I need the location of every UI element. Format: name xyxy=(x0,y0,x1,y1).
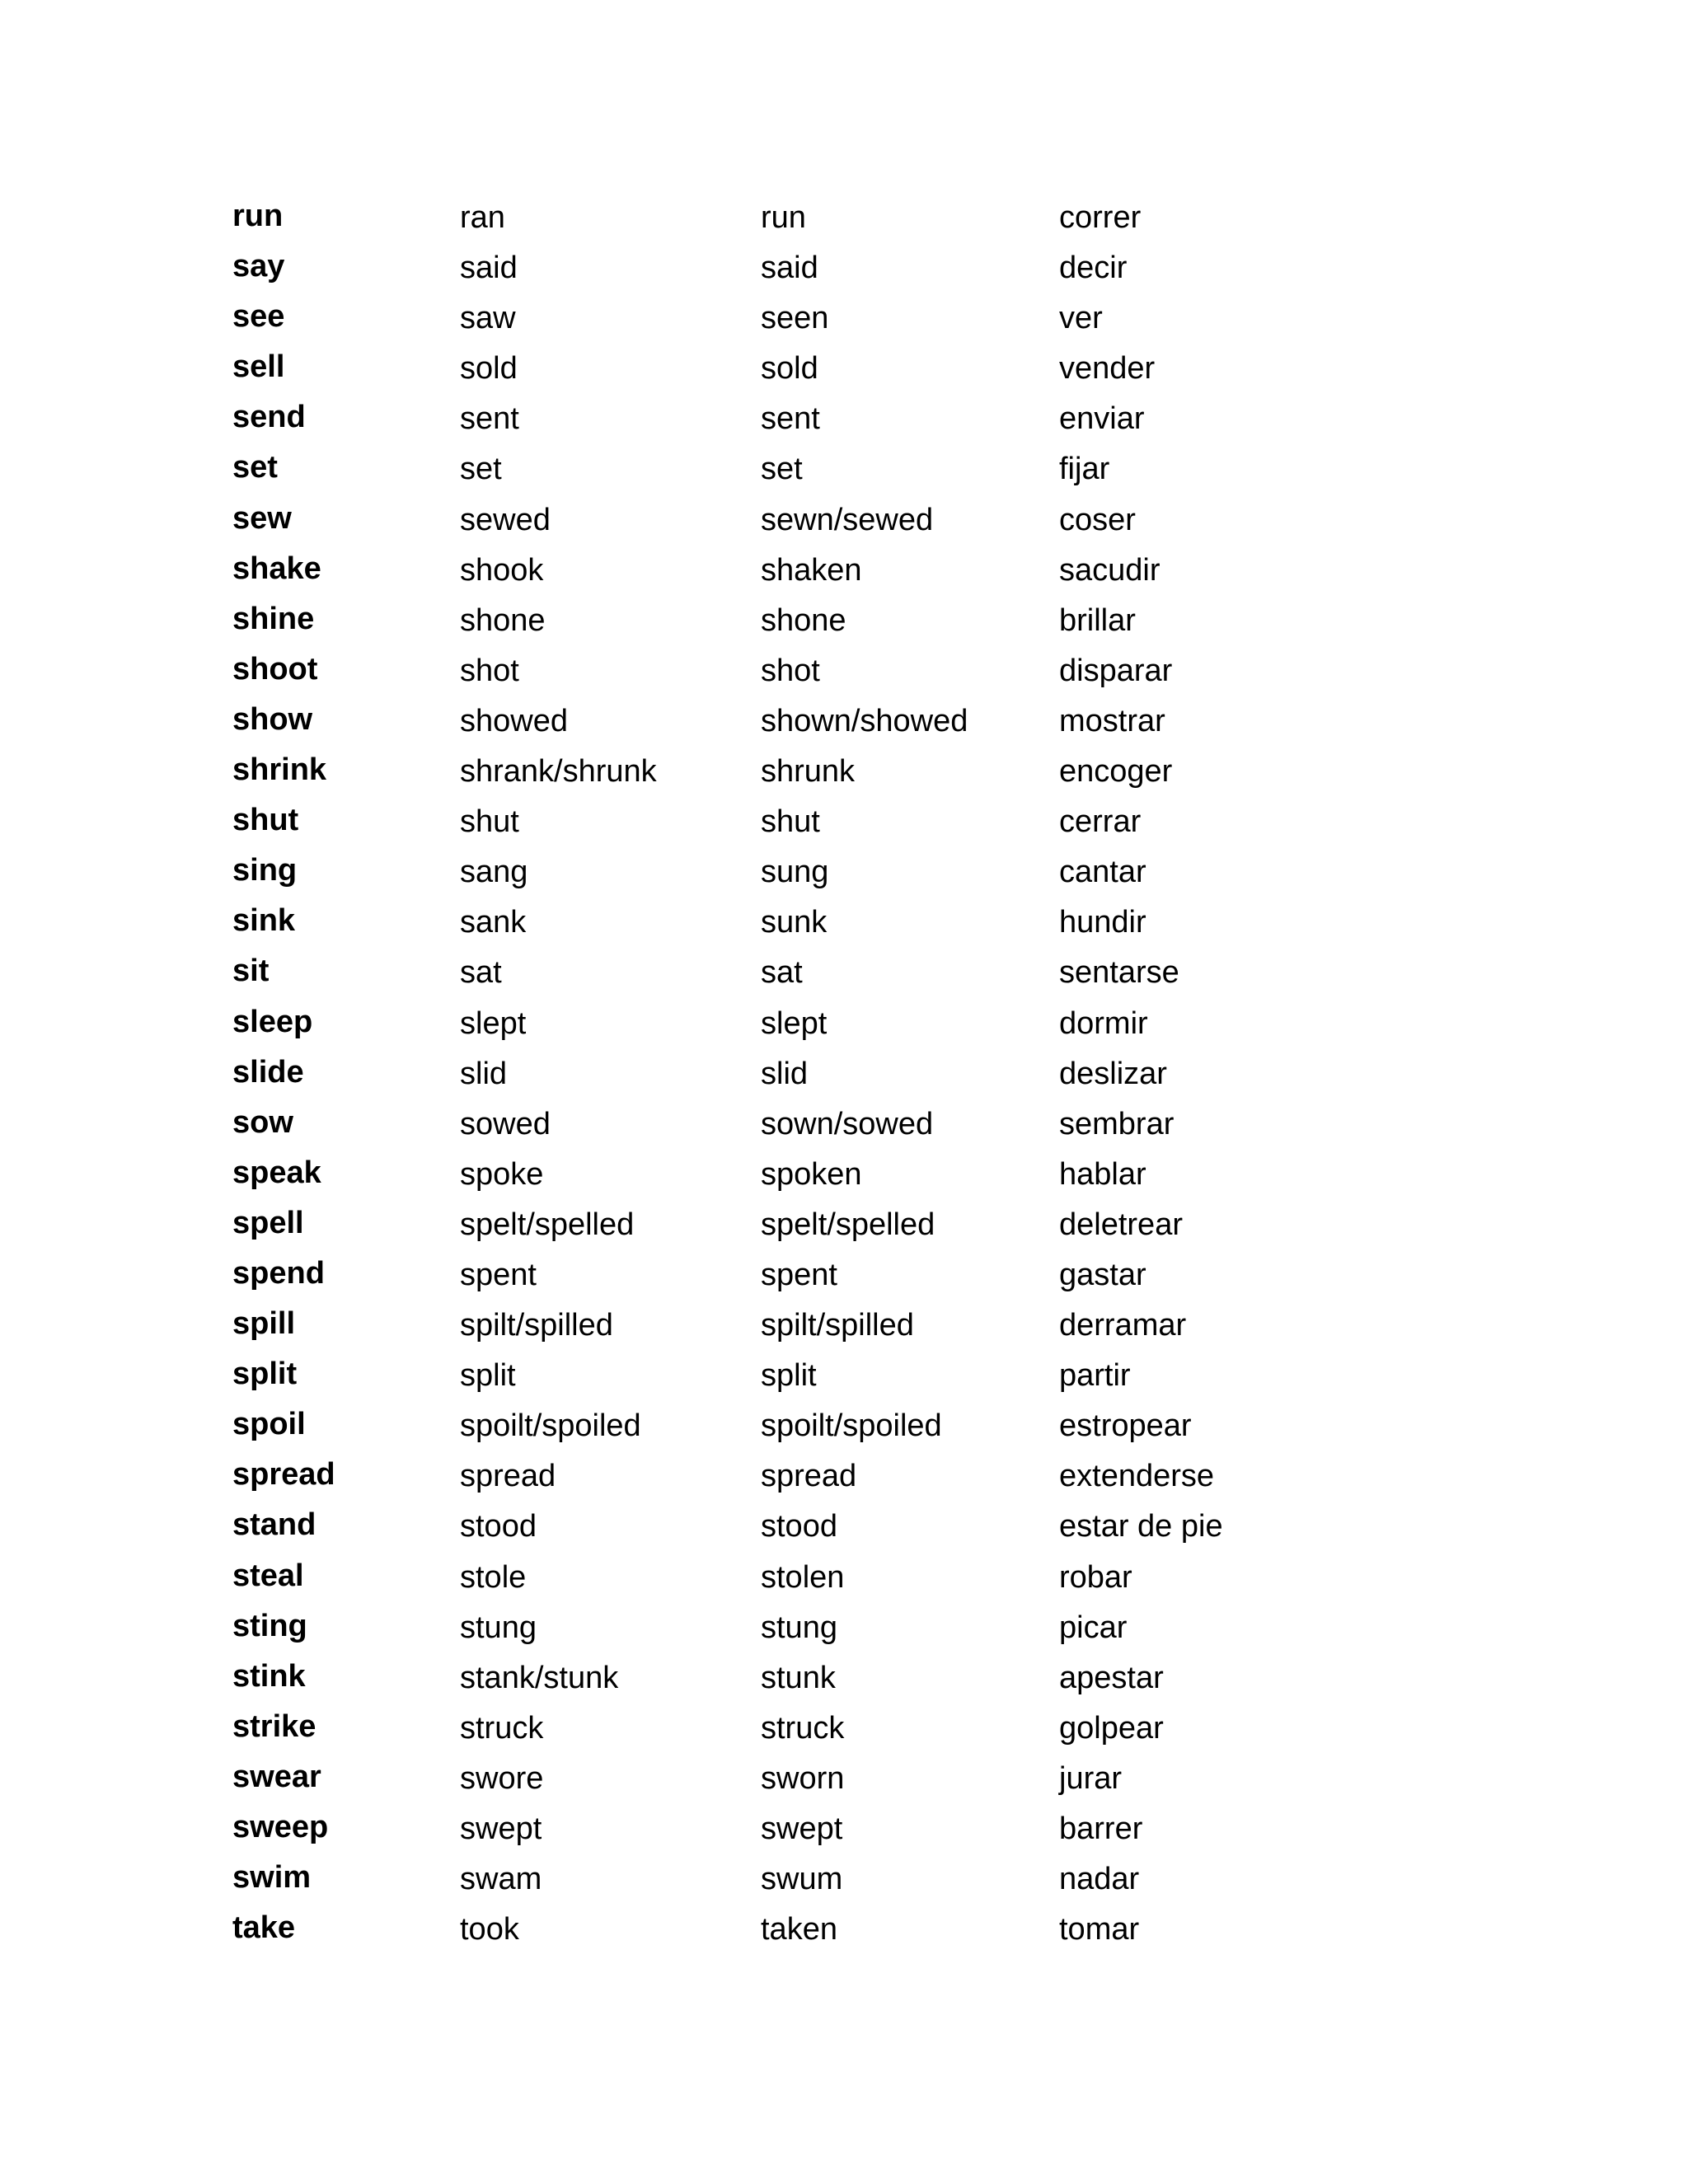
verb-row xyxy=(232,951,1304,1001)
verb-row xyxy=(232,1254,1304,1304)
verb-row xyxy=(232,1304,1304,1354)
past-simple-cell: sat xyxy=(460,955,502,991)
base-form-cell: spoil xyxy=(232,1407,306,1442)
base-form-cell: send xyxy=(232,400,306,435)
base-form-cell: sell xyxy=(232,349,285,385)
spanish-translation-cell: estar de pie xyxy=(1059,1509,1223,1544)
spanish-translation-cell: nadar xyxy=(1059,1862,1140,1897)
spanish-translation-cell: extenderse xyxy=(1059,1459,1215,1494)
spanish-translation-cell: cantar xyxy=(1059,855,1146,890)
past-simple-cell: stole xyxy=(460,1559,527,1595)
past-simple-cell: showed xyxy=(460,703,568,738)
past-simple-cell: shook xyxy=(460,552,544,588)
past-simple-cell: spilt/spilled xyxy=(460,1308,613,1343)
past-simple-cell: shot xyxy=(460,653,519,688)
spanish-translation-cell: disparar xyxy=(1059,653,1173,688)
past-participle-cell: struck xyxy=(761,1710,845,1746)
past-participle-cell: seen xyxy=(761,301,829,336)
base-form-cell: sweep xyxy=(232,1810,329,1844)
past-participle-cell: swept xyxy=(761,1811,843,1846)
base-form-cell: shake xyxy=(232,551,321,586)
spanish-translation-cell: deletrear xyxy=(1059,1207,1183,1242)
past-participle-cell: split xyxy=(761,1358,817,1394)
past-simple-cell: shut xyxy=(460,804,519,840)
base-form-cell: spend xyxy=(232,1255,325,1291)
spanish-translation-cell: sacudir xyxy=(1059,552,1160,588)
base-form-cell: stand xyxy=(232,1507,316,1543)
base-form-cell: sting xyxy=(232,1608,307,1643)
spanish-translation-cell: sembrar xyxy=(1059,1106,1175,1141)
spanish-translation-cell: fijar xyxy=(1059,452,1110,487)
past-simple-cell: swept xyxy=(460,1811,542,1846)
base-form-cell: shrink xyxy=(232,752,327,788)
past-simple-cell: sold xyxy=(460,351,518,387)
spanish-translation-cell: estropear xyxy=(1059,1408,1192,1444)
base-form-cell: sow xyxy=(232,1104,293,1140)
spanish-translation-cell: coser xyxy=(1059,502,1136,537)
past-simple-cell: set xyxy=(460,452,502,487)
base-form-cell: spill xyxy=(232,1306,296,1342)
past-participle-cell: spelt/spelled xyxy=(761,1207,935,1242)
base-form-cell: sew xyxy=(232,500,292,536)
past-simple-cell: spoke xyxy=(460,1156,544,1192)
past-participle-cell: sent xyxy=(761,401,820,437)
spanish-translation-cell: partir xyxy=(1059,1358,1131,1394)
past-simple-cell: struck xyxy=(460,1710,544,1746)
past-simple-cell: sewed xyxy=(460,502,551,537)
spanish-translation-cell: jurar xyxy=(1059,1760,1123,1796)
past-participle-cell: sown/sowed xyxy=(761,1106,934,1141)
verb-row xyxy=(232,649,1304,700)
verb-row xyxy=(232,1657,1304,1707)
spanish-translation-cell: decir xyxy=(1059,251,1128,286)
past-simple-cell: shone xyxy=(460,602,546,638)
past-simple-cell: spoilt/spoiled xyxy=(460,1408,641,1444)
spanish-translation-cell: tomar xyxy=(1059,1912,1140,1947)
spanish-translation-cell: encoger xyxy=(1059,754,1173,790)
verb-row xyxy=(232,1505,1304,1555)
base-form-cell: stink xyxy=(232,1658,306,1694)
past-simple-cell: stood xyxy=(460,1509,537,1544)
past-simple-cell: slid xyxy=(460,1056,508,1091)
past-simple-cell: sowed xyxy=(460,1106,551,1141)
past-participle-cell: sewn/sewed xyxy=(761,502,934,537)
base-form-cell: sit xyxy=(232,954,270,989)
past-participle-cell: shaken xyxy=(761,552,862,588)
past-participle-cell: spoilt/spoiled xyxy=(761,1408,942,1444)
past-participle-cell: shrunk xyxy=(761,754,856,790)
spanish-translation-cell: hablar xyxy=(1059,1156,1146,1192)
verb-row xyxy=(232,1707,1304,1757)
spanish-translation-cell: mostrar xyxy=(1059,703,1165,738)
past-participle-cell: taken xyxy=(761,1912,837,1947)
verb-row xyxy=(232,1153,1304,1203)
past-participle-cell: stood xyxy=(761,1509,837,1544)
base-form-cell: run xyxy=(232,199,284,233)
past-participle-cell: stolen xyxy=(761,1559,845,1595)
past-participle-cell: stung xyxy=(761,1610,837,1645)
past-participle-cell: stunk xyxy=(761,1660,836,1695)
verb-row xyxy=(232,599,1304,649)
spanish-translation-cell: barrer xyxy=(1059,1811,1143,1846)
verb-row xyxy=(232,549,1304,599)
past-simple-cell: spelt/spelled xyxy=(460,1207,635,1242)
verb-row xyxy=(232,1606,1304,1657)
past-simple-cell: spent xyxy=(460,1257,537,1292)
spanish-translation-cell: robar xyxy=(1059,1559,1132,1595)
past-simple-cell: sent xyxy=(460,401,519,437)
past-participle-cell: sworn xyxy=(761,1760,845,1796)
past-simple-cell: said xyxy=(460,251,518,286)
past-participle-cell: sung xyxy=(761,855,829,890)
past-participle-cell: spoken xyxy=(761,1156,862,1192)
past-participle-cell: slept xyxy=(761,1005,828,1041)
base-form-cell: split xyxy=(232,1357,298,1392)
past-participle-cell: spilt/spilled xyxy=(761,1308,914,1343)
spanish-translation-cell: derramar xyxy=(1059,1308,1187,1343)
spanish-translation-cell: sentarse xyxy=(1059,955,1179,991)
spanish-translation-cell: apestar xyxy=(1059,1660,1164,1695)
base-form-cell: steal xyxy=(232,1558,304,1593)
base-form-cell: sing xyxy=(232,853,298,888)
past-participle-cell: shone xyxy=(761,602,846,638)
past-participle-cell: slid xyxy=(761,1056,809,1091)
spanish-translation-cell: picar xyxy=(1059,1610,1128,1645)
base-form-cell: see xyxy=(232,299,285,335)
verb-row xyxy=(232,1757,1304,1807)
spanish-translation-cell: golpear xyxy=(1059,1710,1164,1746)
verb-row xyxy=(232,1556,1304,1606)
past-participle-cell: sold xyxy=(761,351,818,387)
past-participle-cell: spent xyxy=(761,1257,837,1292)
verb-row xyxy=(232,1404,1304,1455)
verb-row xyxy=(232,347,1304,397)
past-participle-cell: shut xyxy=(761,804,820,840)
past-simple-cell: swam xyxy=(460,1862,542,1897)
past-simple-cell: swore xyxy=(460,1760,544,1796)
verb-row xyxy=(232,901,1304,951)
base-form-cell: set xyxy=(232,450,278,485)
past-participle-cell: sunk xyxy=(761,905,828,940)
base-form-cell: shut xyxy=(232,803,299,838)
spanish-translation-cell: gastar xyxy=(1059,1257,1146,1292)
past-simple-cell: split xyxy=(460,1358,516,1394)
verb-row xyxy=(232,1203,1304,1254)
past-simple-cell: stung xyxy=(460,1610,537,1645)
verb-row xyxy=(232,800,1304,851)
past-simple-cell: saw xyxy=(460,301,516,336)
past-participle-cell: set xyxy=(761,452,803,487)
past-participle-cell: spread xyxy=(761,1459,857,1494)
verb-row xyxy=(232,297,1304,347)
verb-row xyxy=(232,750,1304,800)
verb-row xyxy=(232,1002,1304,1052)
spanish-translation-cell: hundir xyxy=(1059,905,1146,940)
verb-row xyxy=(232,1052,1304,1103)
spanish-translation-cell: ver xyxy=(1059,301,1103,336)
past-participle-cell: run xyxy=(761,200,806,235)
base-form-cell: swim xyxy=(232,1860,312,1896)
past-simple-cell: shrank/shrunk xyxy=(460,754,657,790)
spanish-translation-cell: deslizar xyxy=(1059,1056,1167,1091)
base-form-cell: strike xyxy=(232,1708,316,1744)
verb-row xyxy=(232,1908,1304,1958)
past-participle-cell: said xyxy=(761,251,818,286)
verb-row xyxy=(232,700,1304,750)
verb-row xyxy=(232,1807,1304,1858)
past-participle-cell: shot xyxy=(761,653,820,688)
verb-row xyxy=(232,448,1304,498)
past-simple-cell: stank/stunk xyxy=(460,1660,619,1695)
base-form-cell: speak xyxy=(232,1155,321,1190)
verb-row xyxy=(232,1858,1304,1908)
past-simple-cell: ran xyxy=(460,200,505,235)
past-simple-cell: spread xyxy=(460,1459,556,1494)
past-simple-cell: sank xyxy=(460,905,527,940)
irregular-verbs-table xyxy=(232,196,1304,1958)
base-form-cell: swear xyxy=(232,1759,321,1794)
base-form-cell: take xyxy=(232,1910,296,1946)
base-form-cell: spell xyxy=(232,1205,304,1240)
base-form-cell: say xyxy=(232,249,285,284)
spanish-translation-cell: enviar xyxy=(1059,401,1145,437)
spanish-translation-cell: brillar xyxy=(1059,602,1136,638)
base-form-cell: sleep xyxy=(232,1004,313,1039)
base-form-cell: sink xyxy=(232,903,296,939)
spanish-translation-cell: vender xyxy=(1059,351,1156,387)
verb-row xyxy=(232,1103,1304,1153)
verb-row xyxy=(232,196,1304,246)
spanish-translation-cell: cerrar xyxy=(1059,804,1142,840)
verb-row xyxy=(232,1354,1304,1404)
base-form-cell: shine xyxy=(232,601,315,636)
past-simple-cell: sang xyxy=(460,855,528,890)
past-participle-cell: sat xyxy=(761,955,803,991)
verb-row xyxy=(232,1455,1304,1505)
base-form-cell: slide xyxy=(232,1054,304,1090)
past-participle-cell: shown/showed xyxy=(761,703,968,738)
spanish-translation-cell: dormir xyxy=(1059,1005,1148,1041)
verb-row xyxy=(232,397,1304,448)
verb-row xyxy=(232,246,1304,297)
past-participle-cell: swum xyxy=(761,1862,843,1897)
base-form-cell: shoot xyxy=(232,651,318,687)
past-simple-cell: slept xyxy=(460,1005,527,1041)
base-form-cell: show xyxy=(232,701,313,737)
past-simple-cell: took xyxy=(460,1912,519,1947)
verb-row xyxy=(232,851,1304,901)
spanish-translation-cell: correr xyxy=(1059,200,1142,235)
base-form-cell: spread xyxy=(232,1457,335,1493)
verb-row xyxy=(232,499,1304,549)
